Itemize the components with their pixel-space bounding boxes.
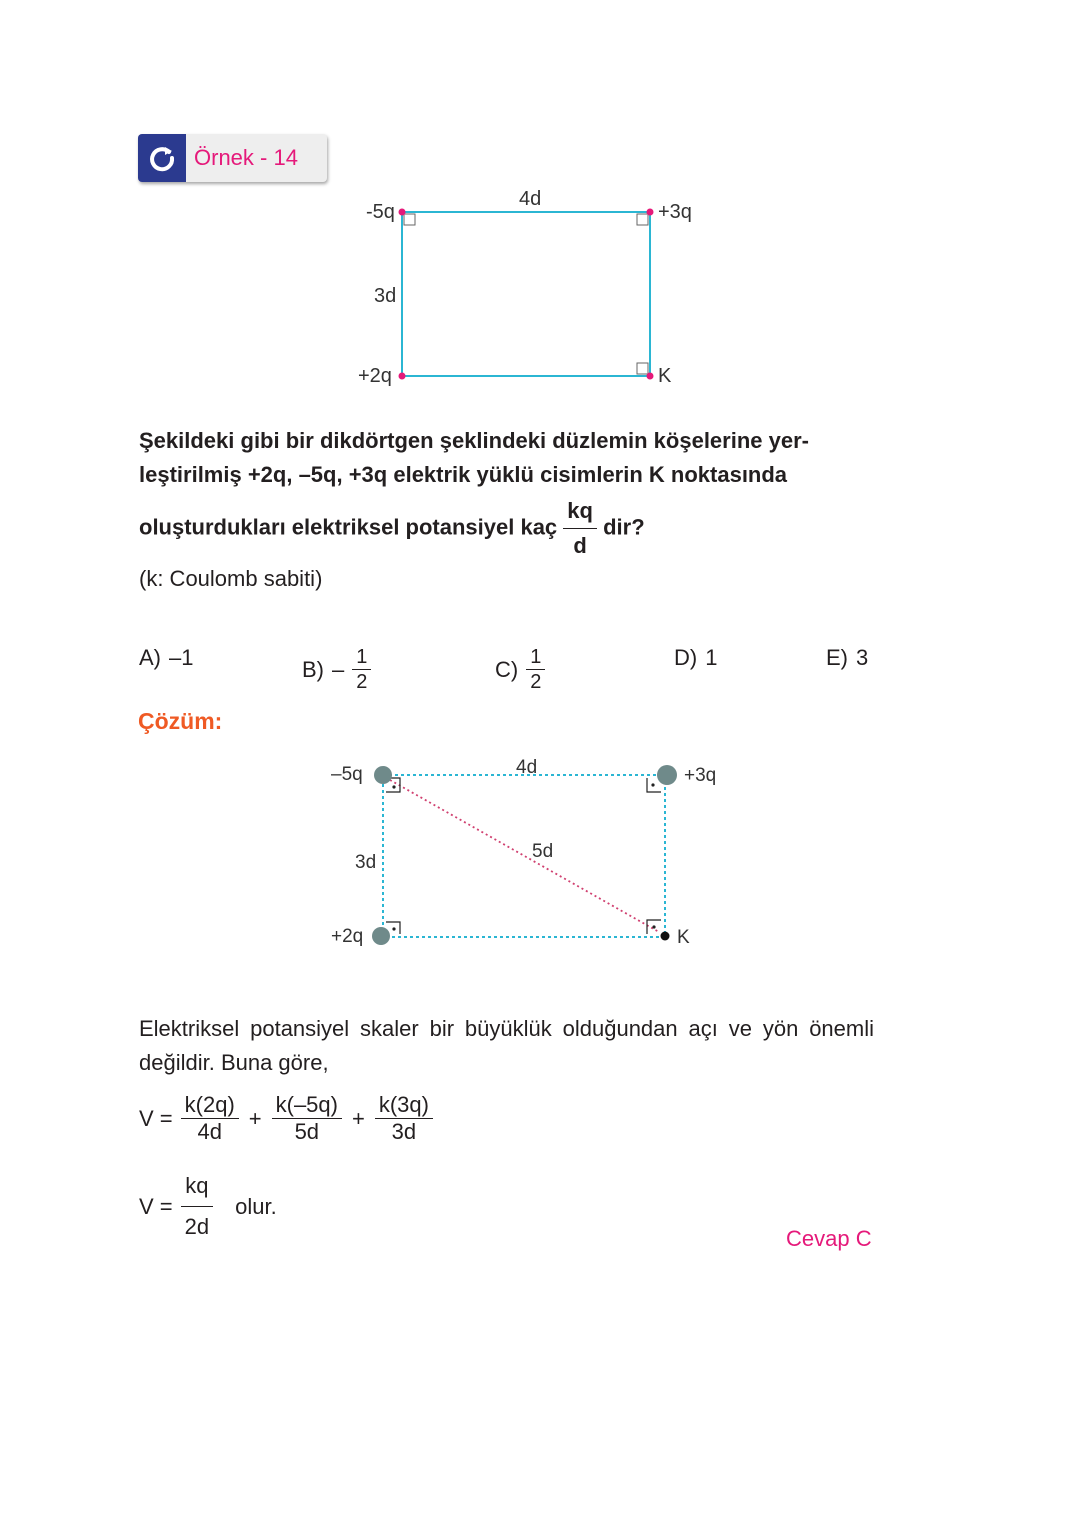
fraction-denominator: d [563, 528, 597, 563]
charge-label-top-right: +3q [658, 201, 692, 223]
choice-label: D) [674, 645, 698, 670]
charge-label-top-left: -5q [366, 201, 395, 223]
choice-value: 1 [705, 645, 718, 670]
charge-sphere-plus2q [372, 927, 390, 945]
solution-title: Çözüm: [138, 708, 223, 734]
solution-text: Elektriksel potansiyel skaler bir büyüklük olduğundan açı ve yön önemli değildir. Buna göre, [139, 1016, 874, 1075]
result-equation [139, 1166, 277, 1247]
choice-value: –1 [169, 645, 194, 670]
right-angle-dot [392, 785, 395, 788]
question-line: leştirilmiş +2q, –5q, +3q elektrik yüklü cisimlerin K noktasında [139, 462, 788, 487]
charge-point [647, 209, 654, 216]
top-side-label: 4d [519, 188, 542, 210]
fraction-numerator: k(2q) [184, 1092, 235, 1117]
diagonal-label: 5d [532, 841, 554, 862]
term-fraction [375, 1092, 433, 1145]
fraction-denominator: 3d [375, 1118, 433, 1145]
fraction-numerator: k(3q) [378, 1092, 429, 1117]
choice-fraction [526, 645, 545, 694]
question-line: Şekildeki gibi bir dikdörtgen şeklindeki düzlemin köşelerine yer- [139, 428, 809, 453]
plus-sign: + [248, 1105, 262, 1131]
point-k [661, 932, 670, 941]
charge-label-bottom-left: +2q [358, 365, 392, 387]
choice-label: E) [826, 645, 848, 670]
fraction-denominator: 2d [181, 1206, 213, 1247]
choice-label: B) [302, 656, 324, 682]
choice-a[interactable] [139, 645, 193, 671]
potential-equation [139, 1092, 433, 1145]
choice-value: 3 [856, 645, 869, 670]
choice-label: C) [495, 656, 519, 682]
equation-suffix: olur. [235, 1193, 277, 1219]
fraction-numerator: kq [185, 1173, 209, 1198]
choice-b[interactable] [302, 645, 371, 694]
fraction-numerator: 1 [530, 646, 542, 668]
top-side-label: 4d [516, 757, 538, 778]
question-line-part: dir? [603, 514, 645, 540]
fraction-denominator: 2 [526, 669, 545, 694]
rectangle [402, 212, 650, 376]
fraction-denominator: 5d [272, 1118, 342, 1145]
plus-sign: + [351, 1105, 365, 1131]
fraction-denominator: 2 [352, 669, 371, 694]
right-angle-mark [637, 363, 648, 374]
choice-c[interactable] [495, 645, 545, 694]
charge-label-top-left: –5q [331, 764, 363, 785]
coulomb-note: (k: Coulomb sabiti) [139, 566, 323, 591]
point-k-label: K [658, 365, 672, 387]
right-angle-dot [392, 927, 395, 930]
question-line [139, 494, 875, 563]
term-fraction [181, 1092, 239, 1145]
question-line-part: oluşturdukları elektriksel potansiyel kaç [139, 514, 558, 540]
charge-point [399, 209, 406, 216]
right-angle-dot [652, 925, 655, 928]
choice-fraction [352, 645, 371, 694]
question-figure [0, 0, 1080, 400]
fraction-numerator: kq [567, 498, 593, 523]
right-angle-dot [651, 783, 654, 786]
equation-lhs: V = [139, 1105, 173, 1131]
equation-lhs: V = [139, 1193, 173, 1219]
left-side-label: 3d [355, 852, 377, 873]
fraction-numerator: 1 [356, 646, 368, 668]
question-text [139, 424, 875, 563]
fraction-numerator: k(–5q) [275, 1092, 338, 1117]
solution-figure [0, 740, 1080, 970]
term-fraction [272, 1092, 342, 1145]
point-k-label: K [677, 927, 690, 948]
choice-e[interactable] [826, 645, 868, 671]
charge-point [399, 373, 406, 380]
charge-label-bottom-left: +2q [331, 926, 364, 947]
left-side-label: 3d [374, 285, 397, 307]
right-angle-mark [637, 214, 648, 225]
choice-sign: – [332, 656, 345, 682]
charge-sphere-plus3q [657, 765, 677, 785]
right-angle-mark [404, 214, 415, 225]
charge-sphere-minus5q [374, 766, 392, 784]
result-fraction [181, 1166, 213, 1247]
kq-over-d-fraction [563, 494, 597, 563]
example-title: Örnek - 14 [194, 145, 298, 170]
fraction-denominator: 4d [181, 1118, 239, 1145]
choice-d[interactable] [674, 645, 717, 671]
answer-label: Cevap C [786, 1226, 872, 1251]
point-k [647, 373, 654, 380]
charge-label-top-right: +3q [684, 765, 717, 786]
diagonal-line [390, 780, 659, 932]
choice-label: A) [139, 645, 161, 670]
